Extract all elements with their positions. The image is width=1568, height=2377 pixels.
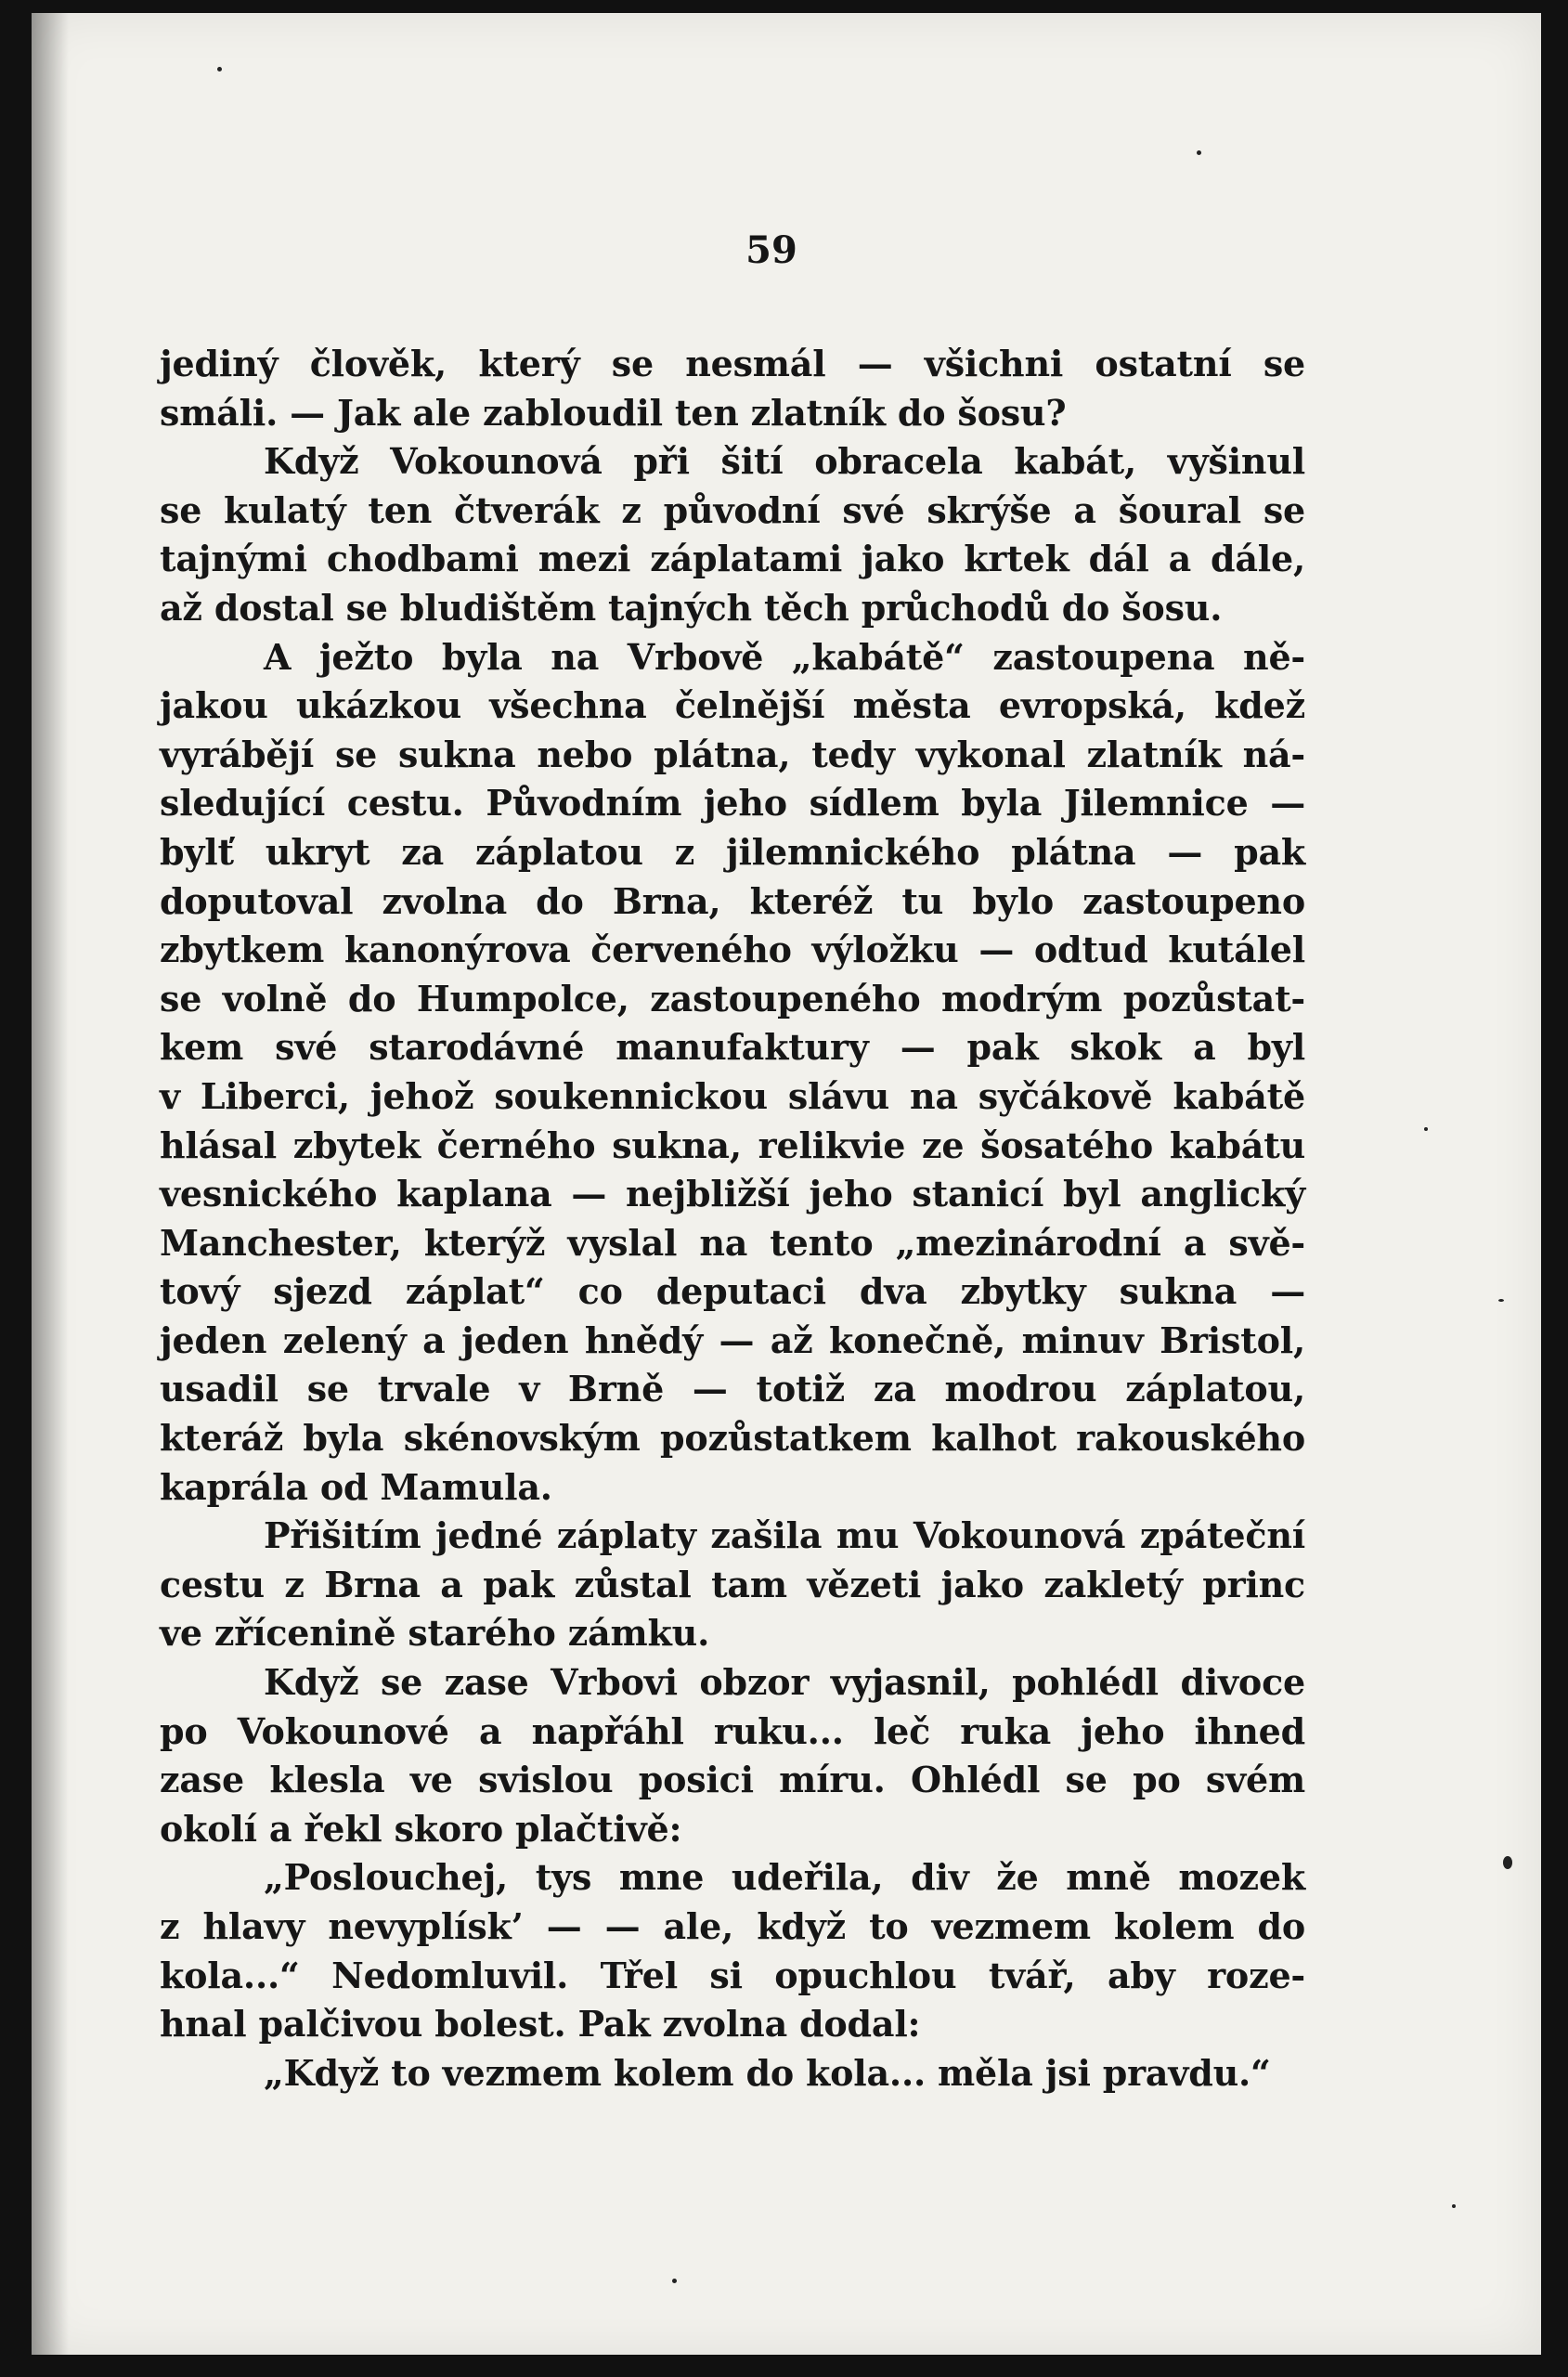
text-line: sledující cestu. Původním jeho sídlem byla Jilemnice —	[160, 782, 1305, 825]
text-line: Manchester, kterýž vyslal na tento „mezinárodní a svě-	[160, 1221, 1305, 1264]
page-gutter-shadow	[32, 13, 69, 2355]
text-line: zbytkem kanonýrova červeného výložku — odtud kutálel	[160, 929, 1305, 971]
text-line: vyrábějí se sukna nebo plátna, tedy vykonal zlatník ná-	[160, 733, 1305, 775]
text-line: hlásal zbytek černého sukna, relikvie ze šosatého kabátu	[160, 1124, 1305, 1166]
text-line: tajnými chodbami mezi záplatami jako krtek dál a dále,	[160, 538, 1305, 580]
text-line: zase klesla ve svislou posici míru. Ohlédl se po svém	[160, 1759, 1305, 1801]
text-line: tový sjezd záplat“ co deputaci dva zbytky sukna —	[160, 1270, 1305, 1313]
paper-speck	[1197, 150, 1201, 155]
page-number: 59	[745, 228, 797, 272]
text-line: až dostal se bludištěm tajných těch průchodů do šosu.	[160, 586, 1223, 629]
paper-speck	[217, 67, 222, 71]
text-line: se kulatý ten čtverák z původní své skrýše a šoural se	[160, 488, 1305, 531]
text-line: z hlavy nevyplísk’ — — ale, když to vezmem kolem do	[160, 1905, 1305, 1947]
text-line: usadil se trvale v Brně — totiž za modrou záplatou,	[160, 1368, 1305, 1410]
paper-speck	[1424, 1127, 1428, 1131]
text-line: jakou ukázkou všechna čelnější města evropská, kdež	[160, 684, 1305, 727]
book-page	[32, 13, 1541, 2355]
paper-speck	[1452, 2204, 1456, 2208]
text-line: okolí a řekl skoro plačtivě:	[160, 1807, 682, 1850]
text-line: „Poslouchej, tys mne udeřila, div že mně mozek	[264, 1856, 1305, 1899]
text-line: A ježto byla na Vrbově „kabátě“ zastoupena ně-	[264, 635, 1305, 678]
text-line: po Vokounové a napřáhl ruku... leč ruka jeho ihned	[160, 1709, 1305, 1752]
text-line: kola...“ Nedomluvil. Třel si opuchlou tvář, aby roze-	[160, 1954, 1305, 1996]
text-line: doputoval zvolna do Brna, kteréž tu bylo zastoupeno	[160, 879, 1305, 922]
paper-speck	[1498, 1299, 1504, 1302]
text-line: „Když to vezmem kolem do kola... měla jsi pravdu.“	[264, 2051, 1271, 2094]
body-text	[160, 340, 1305, 2098]
text-line: se volně do Humpolce, zastoupeného modrým pozůstat-	[160, 977, 1305, 1020]
text-line: cestu z Brna a pak zůstal tam vězeti jako zakletý princ	[160, 1563, 1305, 1605]
text-line: smáli. — Jak ale zabloudil ten zlatník do šosu?	[160, 391, 1067, 434]
text-line: vesnického kaplana — nejbližší jeho stanicí byl anglický	[160, 1173, 1305, 1215]
paper-speck	[1503, 1856, 1512, 1869]
text-line: v Liberci, jehož soukennickou slávu na syčákově kabátě	[160, 1074, 1305, 1117]
text-line: kaprála od Mamula.	[160, 1465, 552, 1508]
text-line: ve zřícenině starého zámku.	[160, 1612, 710, 1655]
paper-speck	[672, 2279, 677, 2283]
text-line: kteráž byla skénovským pozůstatkem kalhot rakouského	[160, 1417, 1305, 1460]
text-line: jeden zelený a jeden hnědý — až konečně, minuv Bristol,	[160, 1318, 1305, 1361]
text-line: bylť ukryt za záplatou z jilemnického plátna — pak	[160, 830, 1305, 873]
text-line: Přišitím jedné záplaty zašila mu Vokounová zpáteční	[264, 1514, 1305, 1557]
text-line: Když Vokounová při šití obracela kabát, vyšinul	[264, 440, 1305, 483]
text-line: jediný člověk, který se nesmál — všichni ostatní se	[160, 343, 1305, 384]
text-line: hnal palčivou bolest. Pak zvolna dodal:	[160, 2003, 921, 2046]
text-line: Když se zase Vrbovi obzor vyjasnil, pohlédl divoce	[264, 1661, 1305, 1704]
text-line: kem své starodávné manufaktury — pak skok a byl	[160, 1026, 1305, 1069]
